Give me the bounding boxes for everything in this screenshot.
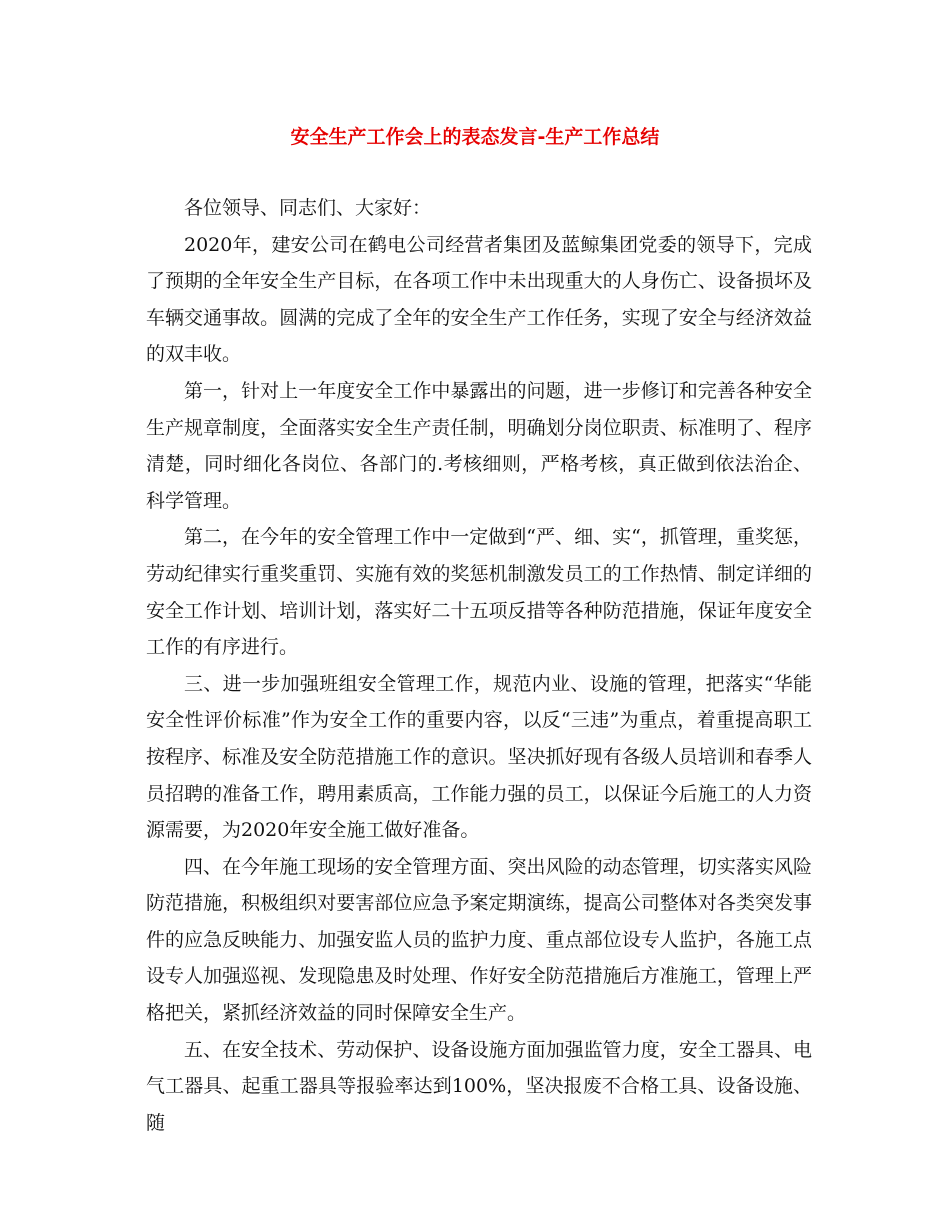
paragraph-point-1: 第一，针对上一年度安全工作中暴露出的问题，进一步修订和完善各种安全生产规章制度，全面落实安全生产责任制，明确划分岗位职责、标准明了、程序清楚，同时细化各岗位、各部门的.考核细则，严格考核，真正做到依法治企、科学管理。 (146, 379, 812, 512)
document-title: 安全生产工作会上的表态发言-生产工作总结 (290, 126, 660, 148)
paragraph-point-5: 五、在安全技术、劳动保护、设备设施方面加强监管力度，安全工器具、电气工器具、起重工器具等报验率达到100%，坚决报废不合格工具、设备设施、随 (146, 1038, 812, 1134)
paragraph-point-2: 第二，在今年的安全管理工作中一定做到“严、细、实“，抓管理，重奖惩，劳动纪律实行重奖重罚、实施有效的奖惩机制激发员工的工作热情、制定详细的安全工作计划、培训计划，落实好二十五项反措等各种防范措施，保证年度安全工作的有序进行。 (146, 526, 812, 659)
paragraph-point-4: 四、在今年施工现场的安全管理方面、突出风险的动态管理，切实落实风险防范措施，积极组织对要害部位应急予案定期演练，提高公司整体对各类突发事件的应急反映能力、加强安监人员的监护力度、重点部位设专人监护，各施工点设专人加强巡视、发现隐患及时处理、作好安全防范措施后方准施工，管理上严格把关，紧抓经济效益的同时保障安全生产。 (146, 855, 812, 1025)
paragraph-greeting: 各位领导、同志们、大家好： (184, 197, 432, 219)
paragraph-summary: 2020年，建安公司在鹤电公司经营者集团及蓝鲸集团党委的领导下，完成了预期的全年安全生产目标，在各项工作中未出现重大的人身伤亡、设备损坏及车辆交通事故。圆满的完成了全年的安全生产工作任务，实现了安全与经济效益的双丰收。 (146, 233, 812, 366)
document-body (146, 190, 812, 1141)
paragraph-point-3: 三、进一步加强班组安全管理工作，规范内业、设施的管理，把落实“华能安全性评价标准”作为安全工作的重要内容，以反“三违”为重点，着重提高职工按程序、标准及安全防范措施工作的意识。坚决抓好现有各级人员培训和春季人员招聘的准备工作，聘用素质高，工作能力强的员工，以保证今后施工的人力资源需要，为2020年安全施工做好准备。 (146, 672, 812, 842)
